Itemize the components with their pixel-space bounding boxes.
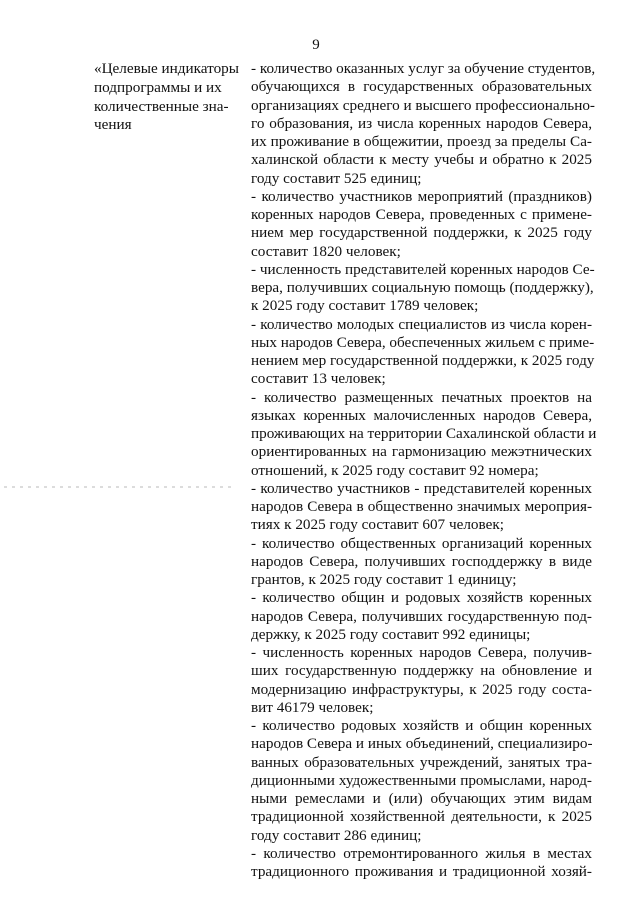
indicator-line: - количество молодых специалистов из числа корен- xyxy=(251,315,592,333)
indicator-line: ориентированных на гармонизацию межэтнических xyxy=(251,443,592,461)
indicator-line: составит 13 человек; xyxy=(251,370,386,388)
page-number: 9 xyxy=(312,37,320,53)
scan-artifact-dashes xyxy=(0,485,240,489)
indicator-line: - количество участников мероприятий (праздников) xyxy=(251,187,592,205)
indicator-line: народов Севера, получивших государственную под- xyxy=(251,607,592,625)
indicator-line: народов Севера и иных объединений, специализиро- xyxy=(251,735,593,753)
label-line: количественные зна- xyxy=(94,97,229,115)
indicator-line: ванных образовательных учреждений, занятых тра- xyxy=(251,753,592,771)
indicator-line: - количество общин и родовых хозяйств коренных xyxy=(251,589,592,607)
indicator-line: к 2025 году составит 1789 человек; xyxy=(251,297,479,315)
indicator-line: - количество отремонтированного жилья в местах xyxy=(251,844,592,862)
indicator-line: ных народов Севера, обеспеченных жильем с приме- xyxy=(251,333,595,351)
label-line: подпрограммы и их xyxy=(94,78,222,96)
indicator-line: организациях среднего и высшего профессионально- xyxy=(251,96,595,114)
indicator-line: держку, к 2025 году составит 992 единицы; xyxy=(251,625,531,643)
indicator-item xyxy=(251,388,597,480)
indicator-line: - количество оказанных услуг за обучение студентов, xyxy=(251,60,596,77)
indicator-line: ными ремеслами и (или) обучающих этим видам xyxy=(251,790,592,807)
indicator-line: традиционного проживания и традиционной хозяй- xyxy=(251,863,592,880)
indicator-item xyxy=(251,480,592,535)
indicator-line: году составит 525 единиц; xyxy=(251,169,422,187)
indicator-item xyxy=(251,845,592,882)
indicator-line: составит 1820 человек; xyxy=(251,242,401,260)
indicator-line: отношений, к 2025 году составит 92 номера; xyxy=(251,461,539,479)
indicator-line: диционными художественными промыслами, народ- xyxy=(251,771,592,789)
indicator-line: проживающих на территории Сахалинской области и xyxy=(251,425,597,442)
indicator-line: - количество родовых хозяйств и общин коренных xyxy=(251,717,592,734)
indicator-item xyxy=(251,589,592,644)
indicator-line: традиционной хозяйственной деятельности, к 2025 xyxy=(251,808,592,826)
indicator-line: - количество участников - представителей коренных xyxy=(251,479,592,497)
indicator-line: - количество размещенных печатных проектов на xyxy=(251,388,592,406)
indicator-line: - численность представителей коренных народов Се- xyxy=(251,260,595,278)
indicator-line: грантов, к 2025 году составит 1 единицу; xyxy=(251,571,517,588)
indicator-line: языках коренных малочисленных народов Севера, xyxy=(251,406,592,424)
indicator-line: году составит 286 единиц; xyxy=(251,826,422,844)
indicator-line: тиях к 2025 году составит 607 человек; xyxy=(251,516,504,534)
indicator-list xyxy=(251,60,597,881)
indicator-line: вера, получивших социальную помощь (поддержку), xyxy=(251,279,594,296)
indicator-line: - численность коренных народов Севера, получив- xyxy=(251,644,592,661)
indicator-item xyxy=(251,260,595,316)
indicator-line: ших государственную поддержку на обновление и xyxy=(251,662,592,680)
indicator-line: народов Севера, получивших господдержку в виде xyxy=(251,552,592,570)
indicator-line: го образования, из числа коренных народов Севера, xyxy=(251,114,592,132)
indicator-line: народов Севера в общественно значимых мероприя- xyxy=(251,498,592,515)
label-line: чения xyxy=(94,116,132,134)
indicator-item xyxy=(251,60,596,188)
indicator-line: коренных народов Севера, проведенных с примене- xyxy=(251,206,592,223)
label-line: «Целевые индикаторы xyxy=(94,60,239,77)
indicator-item xyxy=(251,188,592,261)
indicator-line: нием мер государственной поддержки, к 2025 году xyxy=(251,224,592,242)
indicator-line: нением мер государственной поддержки, к 2025 году xyxy=(251,352,595,369)
indicator-line: их проживание в общежитии, проезд за пределы Са- xyxy=(251,133,592,150)
indicator-section-label xyxy=(94,60,242,135)
indicator-line: модернизацию инфраструктуры, к 2025 году соста- xyxy=(251,680,592,698)
indicator-item xyxy=(251,535,592,590)
indicator-item xyxy=(251,717,592,845)
indicator-item xyxy=(251,315,595,389)
indicator-line: - количество общественных организаций коренных xyxy=(251,534,592,552)
indicator-item xyxy=(251,644,592,717)
indicator-line: халинской области к месту учебы и обратно к 2025 xyxy=(251,151,592,169)
indicator-line: обучающихся в государственных образовательных xyxy=(251,78,592,96)
indicator-line: вит 46179 человек; xyxy=(251,698,374,716)
